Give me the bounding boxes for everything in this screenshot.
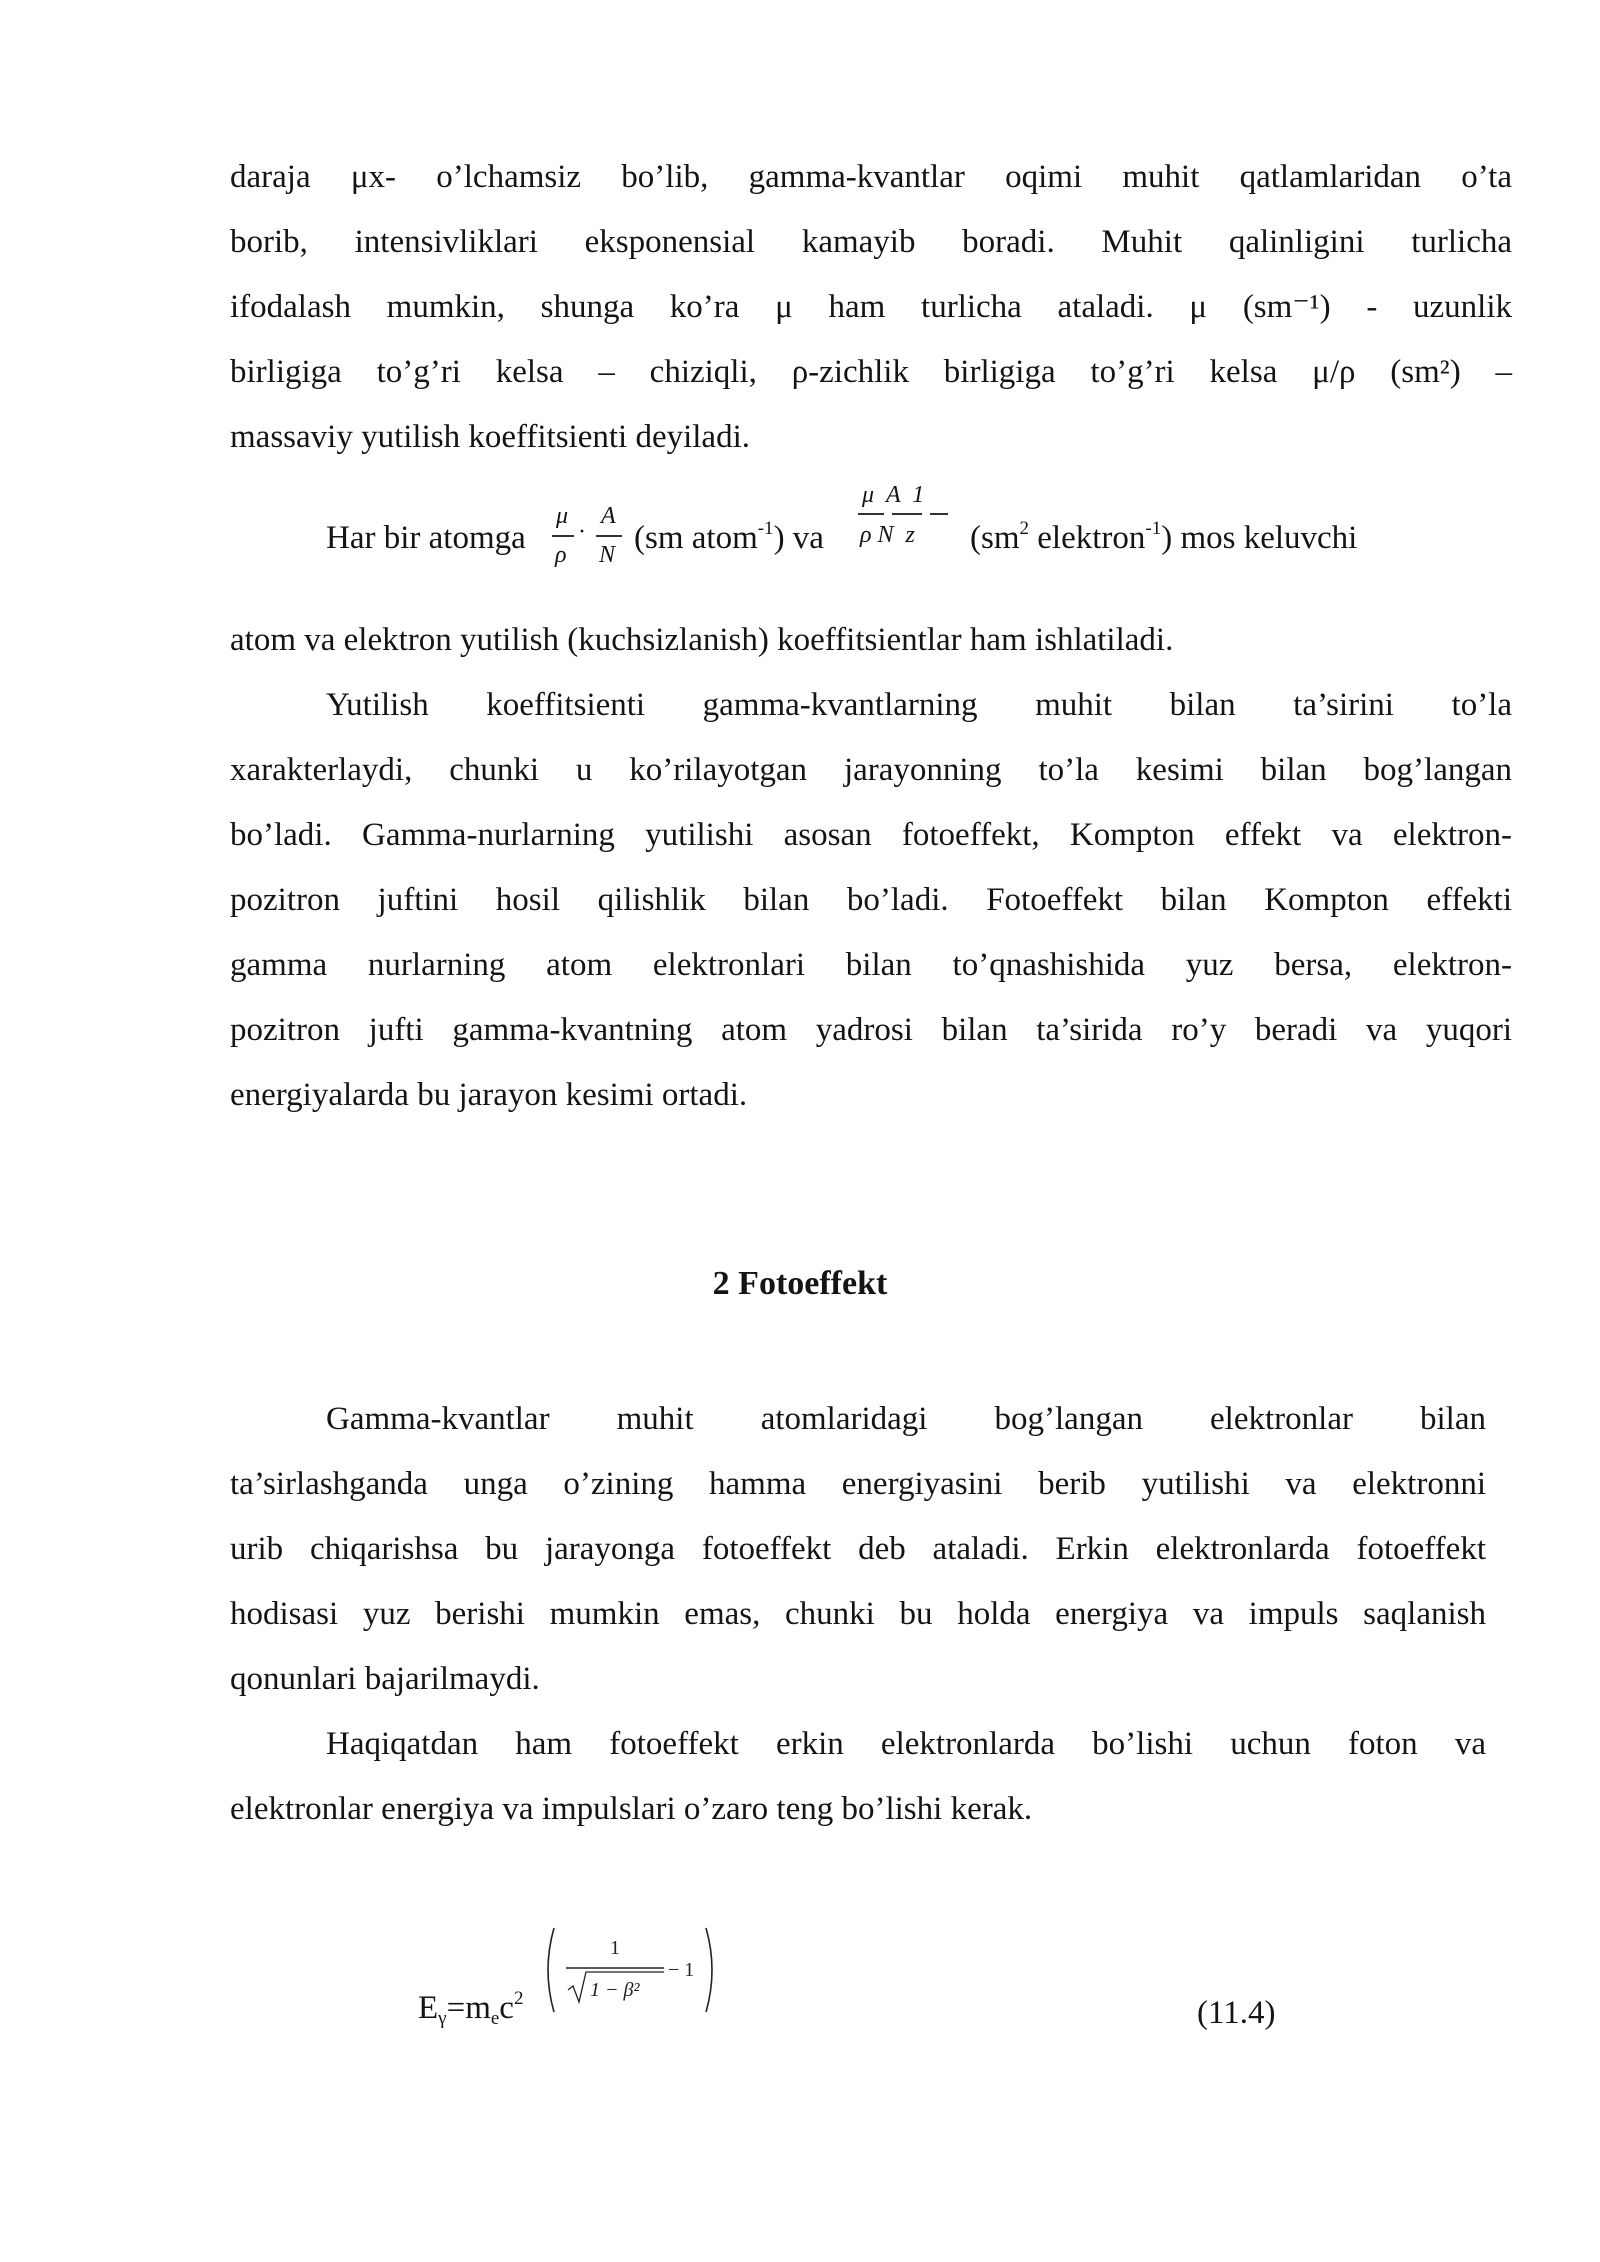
text-line: urib chiqarishsa bu jarayonga fotoeffekt deb ataladi. Erkin elektronlarda fotoeffekt [230, 1531, 1486, 1567]
text-line: gamma nurlarning atom elektronlari bilan to’qnashishida yuz bersa, elektron- [230, 947, 1512, 983]
text-line: hodisasi yuz berishi mumkin emas, chunki bu holda energiya va impuls saqlanish [230, 1596, 1486, 1632]
equation-rhs-graphic [540, 1920, 730, 2020]
multiply-dot: · [578, 519, 586, 545]
text-line: ta’sirlashganda unga o’zining hamma energiyasini berib yutilishi va elektronni [230, 1466, 1486, 1502]
paragraph-5 [230, 1712, 1486, 1842]
text-line: massaviy yutilish koeffitsienti deyiladi. [230, 419, 750, 455]
fraction-3-bar-3 [930, 513, 948, 515]
fraction-3-bar-1 [858, 513, 884, 515]
equation-lhs: $E_\gamma=m_ec^2$ [418, 1988, 524, 2029]
minus-one: − 1 [668, 1959, 695, 1981]
paragraph-4 [230, 1387, 1486, 1712]
right-paren [706, 1928, 712, 2012]
text-line: bo’ladi. Gamma-nurlarning yutilishi asosan fotoeffekt, Kompton effekt va elektron- [230, 817, 1512, 853]
fraction-2-bar [596, 535, 622, 537]
left-paren [548, 1928, 554, 2012]
text-line: energiyalarda bu jarayon kesimi ortadi. [230, 1077, 748, 1113]
paragraph-2 [230, 608, 1512, 673]
unit-electron: ($sm^2$ elektron$^{-1}$) mos keluvchi [970, 518, 1358, 556]
fraction-3-bar-2 [892, 513, 922, 515]
text-line: xarakterlaydi, chunki u ko’rilayotgan jarayonning to’la kesimi bilan bog’langan [230, 752, 1512, 788]
text-line: Haqiqatdan ham fotoeffekt erkin elektronlarda bo’lishi uchun foton va [326, 1726, 1486, 1762]
text-line: pozitron jufti gamma-kvantning atom yadrosi bilan ta’sirida ro’y beradi va yuqori [230, 1012, 1512, 1048]
text-line: birligiga to’g’ri kelsa – chiziqli, ρ-zichlik birligiga to’g’ri kelsa μ/ρ (sm²) – [230, 354, 1512, 390]
section-heading: 2 Fotoeffekt [712, 1265, 888, 1302]
text-line: ifodalash mumkin, shunga ko’ra μ ham turlicha ataladi. μ (sm⁻¹) - uzunlik [230, 289, 1512, 325]
equation-numerator: 1 [610, 1937, 620, 1959]
text-line: daraja μx- o’lchamsiz bo’lib, gamma-kvantlar oqimi muhit qatlamlaridan o’ta [230, 159, 1512, 195]
text-line: elektronlar energiya va impulslari o’zaro teng bo’lishi kerak. [230, 1791, 1033, 1827]
radicand: 1 − β² [590, 1979, 640, 2001]
paragraph-3 [230, 673, 1512, 1128]
unit-atom: (sm atom$^{-1}$) va [634, 518, 824, 556]
fraction-1-numerator: μ [556, 503, 569, 529]
formula-prefix: Har bir atomga [326, 520, 526, 556]
fraction-3-numerator: μ A 1 [862, 482, 925, 508]
text-line: pozitron juftini hosil qilishlik bilan bo’ladi. Fotoeffekt bilan Kompton effekti [230, 882, 1512, 918]
fraction-1-bar [552, 535, 574, 537]
paragraph-1 [230, 145, 1512, 470]
text-line: Yutilish koeffitsienti gamma-kvantlarning muhit bilan ta’sirini to’la [326, 687, 1512, 723]
fraction-2-numerator: A [601, 503, 616, 529]
text-line: atom va elektron yutilish (kuchsizlanish) koeffitsientlar ham ishlatiladi. [230, 622, 1174, 658]
text-line: qonunlari bajarilmaydi. [230, 1661, 540, 1697]
equation-number: (11.4) [1197, 1995, 1276, 2031]
fraction-1-denominator: ρ [555, 542, 567, 568]
fraction-3-denominator: ρ N z [860, 522, 915, 548]
text-line: borib, intensivliklari eksponensial kamayib boradi. Muhit qalinligini turlicha [230, 224, 1512, 260]
fraction-2-denominator: N [599, 542, 616, 568]
text-line: Gamma-kvantlar muhit atomlaridagi bog’langan elektronlar bilan [326, 1401, 1486, 1437]
